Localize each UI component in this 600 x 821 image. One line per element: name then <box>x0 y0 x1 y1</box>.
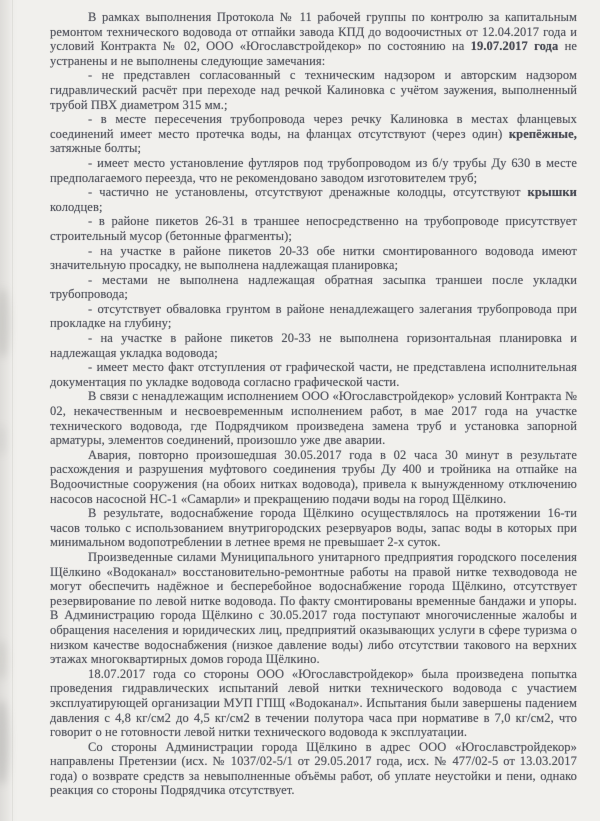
paragraph-text: - имеет место факт отступления от графической части, не представлена исполнительная документация по укладке водовода согласно графической части. <box>50 360 577 389</box>
paragraph-text: не устранены и не выполнены следующие замечания: <box>50 39 578 68</box>
paragraph <box>50 185 577 214</box>
paragraph-text: В результате, водоснабжение города Щёлкино осуществлялось на протяжении 16-ти часов только с использованием внутригородских резервуаров воды, запас воды в которых при минимальном водопотреблении в летнее время не превышает 2-х суток. <box>50 506 577 550</box>
page-scan-edge-line <box>12 0 13 821</box>
paragraph-text: - имеет место установление футляров под трубопроводом из б/у трубы Ду 630 в месте предполагаемого переезда, что не рекомендовано заводом изготовителем труб; <box>50 155 577 185</box>
paragraph-text: - на участке в районе пикетов 20-33 обе нитки смонтированного водовода имеют значительную просадку, не выполнена надлежащая планировка; <box>50 243 577 273</box>
paragraph <box>50 448 577 506</box>
scan-smudge <box>0 288 10 358</box>
paragraph <box>50 740 577 798</box>
paragraph <box>50 667 577 740</box>
page-scan-edge <box>0 0 18 821</box>
paragraph-text: В рамках выполнения Протокола № 11 рабочей группы по контролю за капитальным ремонтом технического водовода от отпайки завода КПД до водоочистных от 12.04.2017 года и условий Контракта № 02, ООО «Югославстройдекор» по состоянию на <box>50 10 577 54</box>
document-body <box>50 10 577 798</box>
paragraph <box>50 68 577 112</box>
paragraph <box>50 506 577 550</box>
paragraph-text-bold: крышки <box>527 185 577 200</box>
paragraph-text: Авария, повторно произошедшая 30.05.2017 года в 02 часа 30 минут в результате расхождения и разрушения муфтового соединения трубы Ду 400 и тройника на отпайке на Водоочистные сооружения (на обоих нитках водовода), привела к вынужденному отключению насосов насосной НС-1 «Самарли» и прекращению подачи воды на город Щёлкино. <box>50 447 577 506</box>
paragraph-text-bold: 19.07.2017 года <box>470 39 559 54</box>
paragraph <box>50 302 577 331</box>
paragraph <box>50 112 577 156</box>
paragraph-text: Произведенные силами Муниципального унитарного предприятия городского поселения Щёлкино «Водоканал» восстановительно-ремонтные работы на правой нитке техводовода не могут обеспечить надёжное и бесперебойное водоснабжение города Щёлкино, отсутствует резервирование по левой нитке водовода. По факту смонтированы временные бандажи и упоры. В Администрацию города Щёлкино с 30.05.2017 года поступают многочисленные жалобы и обращения населения и юридических лиц, предприятий оказывающих услуги в сфере туризма о низком качестве водоснабжения (низкое давление воды) либо отсутствии такового на верхних этажах многоквартирных домов города Щёлкино. <box>50 549 577 667</box>
paragraph-text: - отсутствует обваловка грунтом в районе ненадлежащего залегания трубопровода при прокладке на глубину; <box>50 301 577 331</box>
paragraph <box>50 331 577 360</box>
paragraph <box>50 550 577 667</box>
paragraph-text: - в месте пересечения трубопровода через речку Калиновка в местах фланцевых соединений имеет место протечка воды, на фланцах отсутствуют (через один) <box>50 112 577 141</box>
scan-smudge <box>0 700 9 785</box>
paragraph-text: - в районе пикетов 26-31 в траншее непосредственно на трубопроводе присутствует строительный мусор (бетонные фрагменты); <box>50 214 577 243</box>
paragraph <box>50 10 577 68</box>
paragraph <box>50 360 577 389</box>
paragraph-text: - местами не выполнена надлежащая обратная засыпка траншеи после укладки трубопровода; <box>50 272 577 302</box>
paragraph-text: - на участке в районе пикетов 20-33 не выполнена горизонтальная планировка и надлежащая укладка водовода; <box>50 331 577 360</box>
paragraph <box>50 389 577 447</box>
paragraph <box>50 273 577 302</box>
scan-smudge <box>0 425 6 455</box>
scan-smudge <box>0 640 7 680</box>
paragraph-text: - не представлен согласованный с техническим надзором и авторским надзором гидравлический расчёт при переходе над речкой Калиновка с учётом заужения, выполненный трубой ПВХ диаметром 315 мм.; <box>50 68 577 112</box>
paragraph <box>50 244 577 273</box>
paragraph-text: колодцев; <box>50 199 103 214</box>
paragraph <box>50 156 577 185</box>
paragraph <box>50 214 577 243</box>
paragraph-text: затяжные болты; <box>50 141 142 156</box>
paragraph-text: В связи с ненадлежащим исполнением ООО «Югославстройдекор» условий Контракта № 02, некачественным и несвоевременным исполнением работ, в мае 2017 года на участке технического водовода, где Подрядчиком произведена замена труб и установка запорной арматуры, элементов соединений, произошло уже две аварии. <box>50 389 577 448</box>
paragraph-text: Со стороны Администрации города Щёлкино в адрес ООО «Югославстройдекор» направлены Претензии (исх. № 1037/02-5/1 от 29.05.2017 года, исх. № 477/02-5 от 13.03.2017 года) о возврате средств за невыполненные объёмы работ, об уплате неустойки и пени, однако реакция со стороны Подрядчика отсутствует. <box>50 739 577 798</box>
paragraph-text: 18.07.2017 года со стороны ООО «Югославстройдекор» была произведена попытка проведения гидравлических испытаний левой нитки технического водовода с участием эксплуатирующей организации МУП ГПЩ «Водоканал». Испытания были завершены падением давления с 4,8 кг/см2 до 4,5 кг/см2 в течении полутора часа при нормативе в 7,0 кг/см2, что говорит о не готовности левой нитки технического водовода к эксплуатации. <box>50 666 577 740</box>
paragraph-text-bold: крепёжные, <box>508 126 577 141</box>
paragraph-text: - частично не установлены, отсутствуют дренажные колодцы, отсутствуют <box>88 185 528 200</box>
